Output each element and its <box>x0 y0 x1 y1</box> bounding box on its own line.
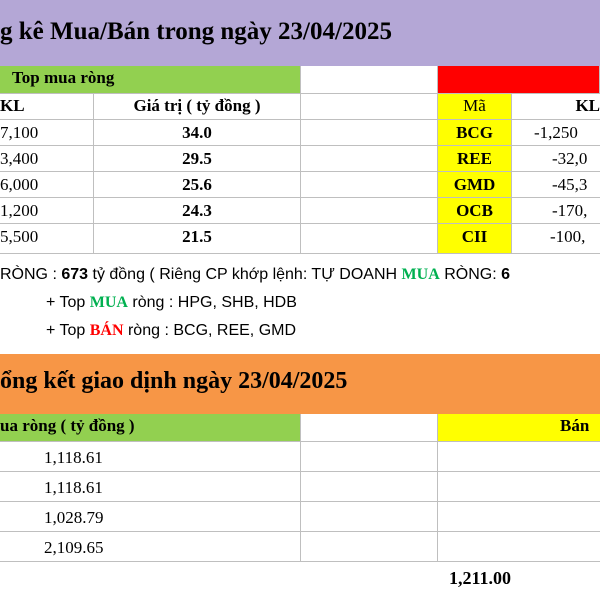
sell-code-2: REE <box>438 146 512 172</box>
blank-cell <box>438 442 600 472</box>
col-value-header: Giá trị ( tỷ đồng ) <box>94 94 301 120</box>
blank-cell <box>438 502 600 532</box>
sell-code-3: GMD <box>438 172 512 198</box>
summary-line-1 <box>0 266 510 284</box>
summary-line1-end: RÒNG: <box>439 266 502 283</box>
summary-line2-prefix: + Top <box>46 294 90 311</box>
section2-header-right: Bán <box>438 414 600 442</box>
sell-kl-3: -45,3 <box>512 172 600 198</box>
blank-cell <box>301 198 438 224</box>
summary-line1-prefix: RÒNG : <box>0 266 62 283</box>
summary-line-3 <box>46 322 296 340</box>
top-buy-header: Top mua ròng <box>0 66 301 94</box>
section2-row-2: 1,118.61 <box>0 472 301 502</box>
sell-kl-5: -100, <box>512 224 600 254</box>
blank-header-cell <box>301 66 438 94</box>
blank-cell <box>301 532 438 562</box>
summary-line1-mua: MUA <box>401 266 440 283</box>
sell-kl-1: -1,250 <box>512 120 600 146</box>
buy-value-2: 29.5 <box>94 146 301 172</box>
buy-kl-4: 1,200 <box>0 198 94 224</box>
section2-row-1: 1,118.61 <box>0 442 301 472</box>
col-kl-header: KL <box>0 94 94 120</box>
buy-value-1: 34.0 <box>94 120 301 146</box>
buy-kl-2: 3,400 <box>0 146 94 172</box>
col-kl-right-header: KL <box>512 94 600 120</box>
col-code-header: Mã <box>438 94 512 120</box>
blank-cell <box>301 502 438 532</box>
section2-header-left: ua ròng ( tỷ đồng ) <box>0 414 301 442</box>
blank-cell <box>438 532 600 562</box>
buy-value-5: 21.5 <box>94 224 301 254</box>
summary-line2-rest: ròng : HPG, SHB, HDB <box>127 294 297 311</box>
blank-cell <box>301 146 438 172</box>
sell-code-4: OCB <box>438 198 512 224</box>
section2-title: ổng kết giao dịnh ngày 23/04/2025 <box>0 368 348 394</box>
blank-cell <box>301 120 438 146</box>
section2-row-3: 1,028.79 <box>0 502 301 532</box>
section1-banner <box>0 0 600 66</box>
summary-line-2 <box>46 294 297 312</box>
blank-cell <box>301 414 438 442</box>
blank-cell <box>301 94 438 120</box>
summary-line2-mua: MUA <box>89 294 128 311</box>
blank-cell <box>438 472 600 502</box>
summary-line3-ban: BÁN <box>89 322 124 339</box>
buy-kl-5: 5,500 <box>0 224 94 254</box>
blank-cell <box>301 472 438 502</box>
blank-cell <box>301 172 438 198</box>
sell-code-5: CII <box>438 224 512 254</box>
summary-line1-tail: 6 <box>501 266 510 283</box>
section2-total: 1,211.00 <box>448 568 511 588</box>
section1-title: g kê Mua/Bán trong ngày 23/04/2025 <box>0 18 392 45</box>
buy-value-4: 24.3 <box>94 198 301 224</box>
summary-line1-mid: tỷ đồng ( Riêng CP khớp lệnh: TỰ DOANH <box>88 266 402 283</box>
section2-banner <box>0 354 600 414</box>
sell-code-1: BCG <box>438 120 512 146</box>
summary-line3-prefix: + Top <box>46 322 90 339</box>
buy-kl-3: 6,000 <box>0 172 94 198</box>
top-sell-header <box>438 66 600 94</box>
buy-value-3: 25.6 <box>94 172 301 198</box>
blank-cell <box>301 442 438 472</box>
section2-row-4: 2,109.65 <box>0 532 301 562</box>
summary-line3-rest: ròng : BCG, REE, GMD <box>123 322 297 339</box>
buy-kl-1: 7,100 <box>0 120 94 146</box>
sell-kl-4: -170, <box>512 198 600 224</box>
blank-cell <box>301 224 438 254</box>
summary-net-value: 673 <box>61 266 89 283</box>
sell-kl-2: -32,0 <box>512 146 600 172</box>
